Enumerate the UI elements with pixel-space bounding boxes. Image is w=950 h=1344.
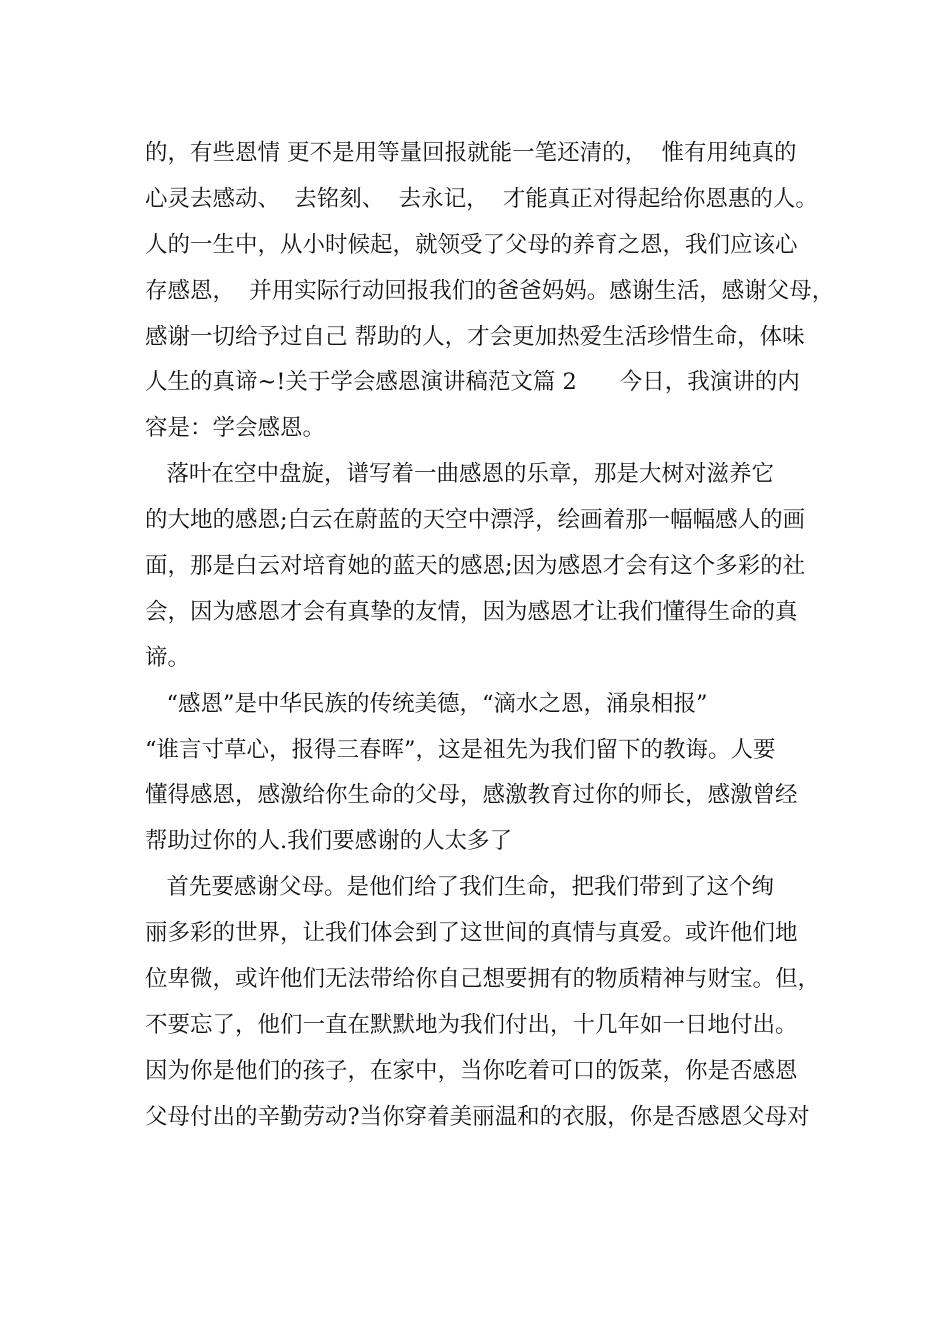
body-text — [145, 131, 835, 1141]
text-line: 容是：学会感恩。 — [145, 415, 326, 442]
text-line: 不要忘了，他们一直在默默地为我们付出，十几年如一日地付出。 — [145, 1011, 798, 1038]
text-line: 心灵去感动、 去铭刻、 去永记， 才能真正对得起给你恩惠的人。 — [145, 185, 818, 212]
text-line: 面，那是白云对培育她的蓝天的感恩;因为感恩才会有这个多彩的社 — [145, 553, 806, 580]
text-line: “感恩”是中华民族的传统美德，“滴水之恩，涌泉相报” — [145, 690, 708, 717]
text-line: 父母付出的辛勤劳动?当你穿着美丽温和的衣服，你是否感恩父母对 — [145, 1103, 810, 1130]
text-line: “谁言寸草心，报得三春晖”，这是祖先为我们留下的教诲。人要 — [145, 736, 776, 763]
text-line: 人的一生中，从小时候起，就领受了父母的养育之恩，我们应该心 — [145, 231, 798, 258]
text-line: 感谢一切给予过自己 帮助的人，才会更加热爱生活珍惜生命，体味 — [145, 323, 805, 350]
text-line: 因为你是他们的孩子，在家中，当你吃着可口的饭菜，你是否感恩 — [145, 1057, 798, 1084]
text-line: 落叶在空中盘旋，谱写着一曲感恩的乐章，那是大树对滋养它 — [145, 461, 774, 488]
text-line: 首先要感谢父母。是他们给了我们生命，把我们带到了这个绚 — [145, 874, 774, 901]
text-line: 的大地的感恩;白云在蔚蓝的天空中漂浮，绘画着那一幅幅感人的画 — [145, 507, 806, 534]
text-line: 帮助过你的人.我们要感谢的人太多了 — [145, 828, 513, 855]
text-line: 会，因为感恩才会有真挚的友情，因为感恩才让我们懂得生命的真 — [145, 598, 798, 625]
text-line: 存感恩， 并用实际行动回报我们的爸爸妈妈。感谢生活，感谢父母， — [145, 277, 835, 304]
text-line: 懂得感恩，感激给你生命的父母，感激教育过你的师长，感激曾经 — [145, 782, 798, 809]
text-line: 丽多彩的世界，让我们体会到了这世间的真情与真爱。或许他们地 — [145, 920, 798, 947]
text-line: 位卑微，或许他们无法带给你自己想要拥有的物质精神与财宝。但， — [145, 966, 821, 993]
text-line: 的，有些恩情 更不是用等量回报就能一笔还清的， 惟有用纯真的 — [145, 140, 797, 166]
text-line: 人生的真谛~!关于学会感恩演讲稿范文篇 2 今日，我演讲的内 — [145, 369, 800, 396]
text-line: 谛。 — [145, 644, 191, 671]
